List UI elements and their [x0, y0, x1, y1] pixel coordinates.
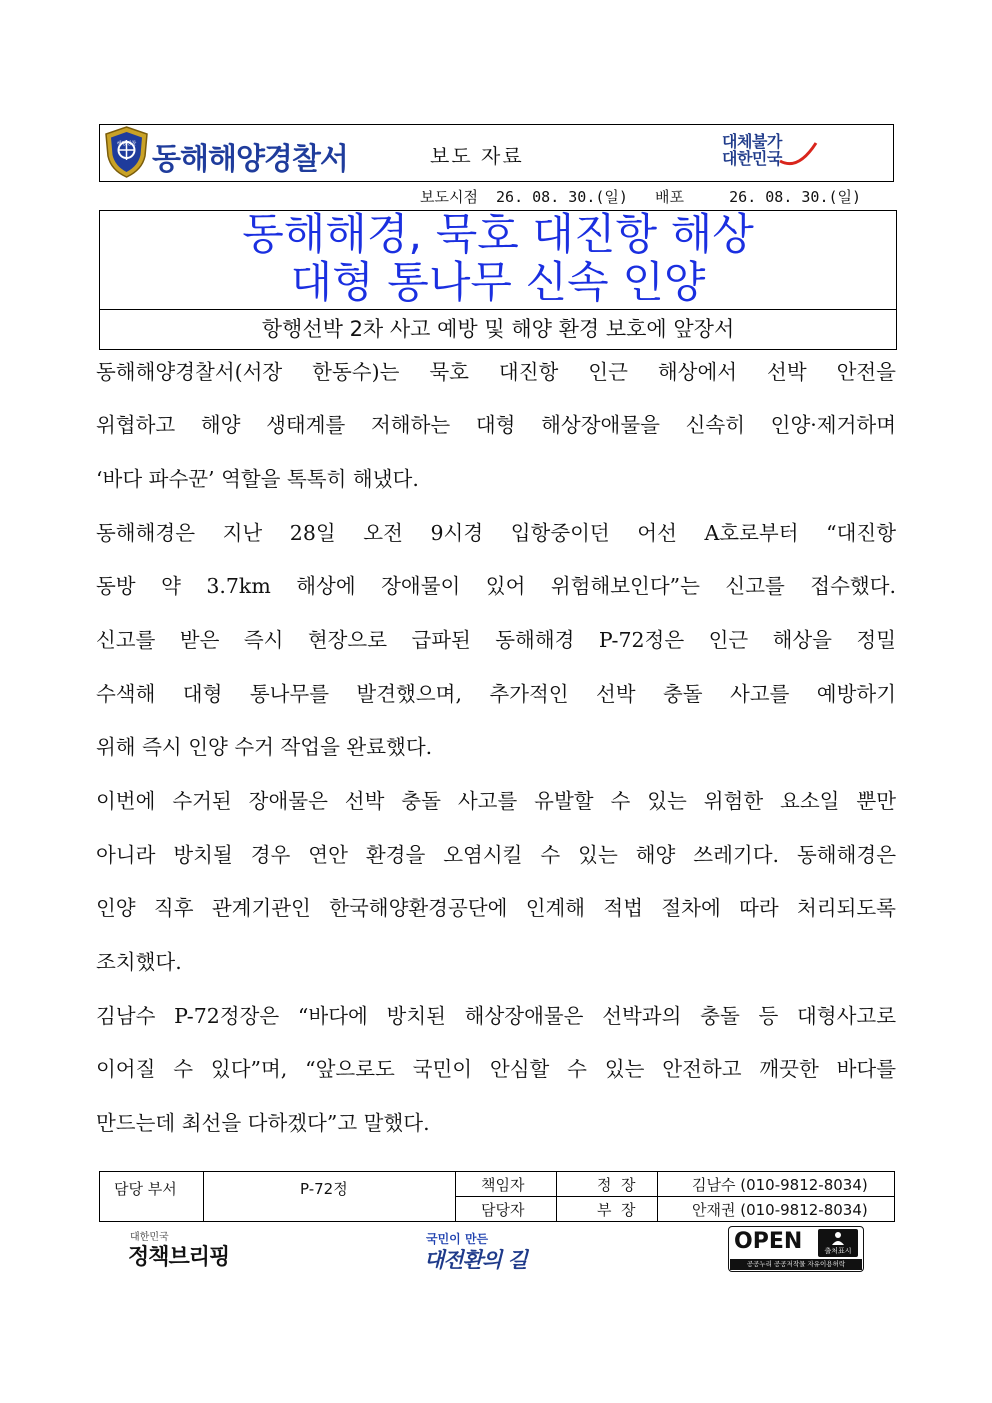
- agency-name: 동해해양경찰서: [152, 142, 348, 177]
- body-line: 아니라 방치될 경우 연안 환경을 오염시킬 수 있는 해양 쓰레기다. 동해해경은: [96, 843, 896, 867]
- staff-name: 안재권 (010-9812-8034): [692, 1201, 868, 1219]
- staff-label: 담당자: [481, 1201, 525, 1219]
- responsible-name: 김남수 (010-9812-8034): [692, 1176, 868, 1194]
- body-line: 김남수 P-72정장은 “바다에 방치된 해상장애물은 선박과의 충돌 등 대형사고로: [96, 1004, 896, 1028]
- body-line: 만드는데 최선을 다하겠다”고 말했다.: [96, 1111, 430, 1135]
- briefing-big-text: 정책브리핑: [128, 1245, 230, 1270]
- dist-label: 배포: [655, 188, 684, 206]
- briefing-small-text: 대한민국: [130, 1232, 169, 1243]
- press-release-label: 보도 자료: [430, 144, 524, 168]
- coast-guard-emblem-icon: [104, 126, 149, 178]
- subtitle: 항행선박 2차 사고 예방 및 해양 환경 보호에 앞장서: [261, 317, 735, 341]
- headline-line2: 대형 통나무 신속 인양: [290, 258, 706, 308]
- slogan-line2: 대한민국: [722, 149, 782, 168]
- body-line: 위해 즉시 인양 수거 작업을 완료했다.: [96, 735, 433, 759]
- body-line: 동해해경은 지난 28일 오전 9시경 입항중이던 어선 A호로부터 “대진항: [96, 521, 896, 545]
- campaign-logo: [424, 1230, 556, 1274]
- contact-row-divider: [455, 1196, 895, 1197]
- body-line: 동방 약 3.7km 해상에 장애물이 있어 위험해보인다”는 신고를 접수했다.: [96, 574, 896, 598]
- open-text: OPEN: [734, 1229, 803, 1254]
- logo-text: 해양경찰: [116, 141, 137, 147]
- body-line: 위협하고 해양 생태계를 저해하는 대형 해상장애물을 신속히 인양·제거하며: [96, 413, 896, 437]
- headline-divider: [99, 309, 897, 310]
- responsible-title: 정 장: [597, 1176, 636, 1194]
- contact-table: [99, 1171, 895, 1222]
- release-label: 보도시점: [420, 188, 478, 206]
- slogan-logo: [722, 131, 817, 177]
- person-icon: [831, 1231, 845, 1245]
- responsible-label: 책임자: [481, 1176, 525, 1194]
- license-caption: 공공누리 공공저작물 자유이용허락: [730, 1259, 862, 1270]
- body-line: ‘바다 파수꾼’ 역할을 톡톡히 해냈다.: [96, 467, 419, 491]
- slogan-line1: 대체불가: [722, 132, 782, 151]
- dist-date: 26. 08. 30.(일): [729, 188, 862, 206]
- body-line: 이어질 수 있다”며, “앞으로도 국민이 안심할 수 있는 안전하고 깨끗한 바다를: [96, 1057, 896, 1081]
- body-line: 인양 직후 관계기관인 한국해양환경공단에 인계해 적법 절차에 따라 처리되도록: [96, 896, 896, 920]
- dept-label: 담당 부서: [114, 1180, 177, 1198]
- distribution-line: [420, 186, 861, 207]
- badge-text: 출처표시: [824, 1247, 852, 1255]
- body-line: 수색해 대형 통나무를 발견했으며, 추가적인 선박 충돌 사고를 예방하기: [96, 682, 896, 706]
- slogan-swoosh-icon: [778, 131, 818, 171]
- body-line: 조치했다.: [96, 950, 182, 974]
- headline-line1: 동해해경, 묵호 대진항 해상: [242, 210, 754, 260]
- dept-value: P-72정: [300, 1180, 348, 1198]
- body-line: 이번에 수거된 장애물은 선박 충돌 사고를 유발할 수 있는 위험한 요소일 뿐만: [96, 789, 896, 813]
- campaign-line1: 국민이 만든: [426, 1232, 489, 1246]
- staff-title: 부 장: [597, 1201, 636, 1219]
- body-line: 동해해양경찰서(서장 한동수)는 묵호 대진항 인근 해상에서 선박 안전을: [96, 360, 896, 384]
- policy-briefing-logo: [128, 1228, 243, 1274]
- attribution-badge: [818, 1229, 858, 1257]
- release-date: 26. 08. 30.(일): [496, 188, 628, 206]
- body-line: 신고를 받은 즉시 현장으로 급파된 동해해경 P-72정은 인근 해상을 정밀: [96, 628, 896, 652]
- contact-divider: [203, 1172, 204, 1221]
- kogl-open-license: [728, 1226, 868, 1272]
- campaign-line2: 대전환의 길: [424, 1248, 527, 1272]
